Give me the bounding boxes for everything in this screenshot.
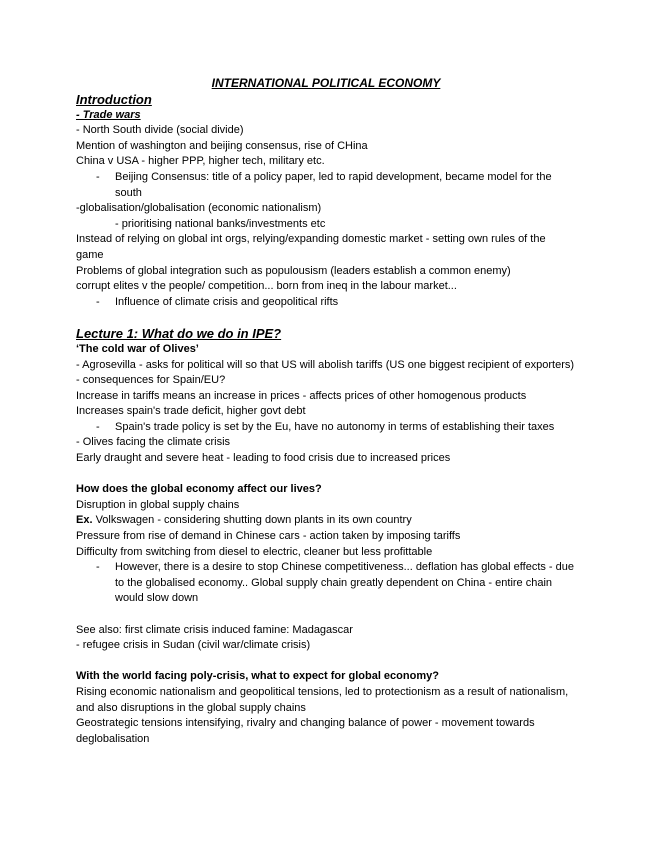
example-text: Volkswagen - considering shutting down plants in its own country xyxy=(92,514,412,527)
text-line: Increase in tariffs means an increase in prices - affects prices of other homogenous products xyxy=(76,389,527,402)
text-line: See also: first climate crisis induced famine: Madagascar xyxy=(76,623,353,636)
bullet-item xyxy=(76,295,576,311)
spacer xyxy=(76,467,576,483)
bullet-dash: - xyxy=(96,295,100,308)
text-line: - North South divide (social divide) xyxy=(76,124,244,137)
text-line: -globalisation/globalisation (economic nationalism) xyxy=(76,202,322,215)
text-line: Difficulty from switching from diesel to electric, cleaner but less profittable xyxy=(76,545,433,558)
sub-bullet-text: - prioritising national banks/investments etc xyxy=(115,217,326,230)
text-line: Early draught and severe heat - leading to food crisis due to increased prices xyxy=(76,452,451,465)
text-line: - refugee crisis in Sudan (civil war/climate crisis) xyxy=(76,639,311,652)
intro-heading: Introduction xyxy=(76,91,152,107)
document-title: INTERNATIONAL POLITICAL ECONOMY xyxy=(211,76,441,90)
olives-heading: ‘The cold war of Olives’ xyxy=(76,342,199,355)
spacer xyxy=(76,654,576,670)
text-line: - Olives facing the climate crisis xyxy=(76,436,231,449)
text-line: Mention of washington and beijing consensus, rise of CHina xyxy=(76,139,368,152)
trade-wars-subheading: - Trade wars xyxy=(76,108,141,121)
global-economy-heading: How does the global economy affect our lives? xyxy=(76,483,322,496)
bullet-text: Beijing Consensus: title of a policy paper, led to rapid development, became model for the south xyxy=(115,170,552,199)
text-line: China v USA - higher PPP, higher tech, military etc. xyxy=(76,155,325,168)
bullet-item xyxy=(76,560,576,607)
polycrisis-heading: With the world facing poly-crisis, what to expect for global economy? xyxy=(76,670,439,683)
text-line: - Agrosevilla - asks for political will so that US will abolish tariffs (US one biggest recipient of exporters) - consequences for Spain/EU? xyxy=(76,358,575,387)
bullet-item xyxy=(76,170,576,201)
example-line xyxy=(76,513,576,529)
text-line: Pressure from rise of demand in Chinese cars - action taken by imposing tariffs xyxy=(76,530,461,543)
bullet-item xyxy=(76,420,576,436)
text-line: Disruption in global supply chains xyxy=(76,498,240,511)
text-line: corrupt elites v the people/ competition... born from ineq in the labour market... xyxy=(76,280,457,293)
text-line: Geostrategic tensions intensifying, rivalry and changing balance of power - movement towards deglobalisation xyxy=(76,717,535,745)
text-line: Instead of relying on global int orgs, relying/expanding domestic market - setting own rules of the game xyxy=(76,233,546,261)
text-line: Rising economic nationalism and geopolitical tensions, led to protectionism as a result of nationalism, and also disruptions in the global supply chains xyxy=(76,685,569,714)
bullet-dash: - xyxy=(96,170,100,183)
text-line: Problems of global integration such as populousism (leaders establish a common enemy) xyxy=(76,264,511,277)
bullet-text: Spain's trade policy is set by the Eu, have no autonomy in terms of establishing their taxes xyxy=(115,420,555,433)
bullet-dash: - xyxy=(96,561,100,574)
spacer xyxy=(76,310,576,326)
bullet-text: However, there is a desire to stop Chinese competitiveness... deflation has global effects - due to the globalised economy.. Global supply chain greatly dependent on China - entire chain would slow down xyxy=(115,561,574,605)
bullet-dash: - xyxy=(96,420,100,433)
text-line: Increases spain's trade deficit, higher govt debt xyxy=(76,405,306,418)
spacer xyxy=(76,607,576,623)
document-page xyxy=(76,76,576,747)
example-label: Ex. xyxy=(76,514,93,527)
bullet-text: Influence of climate crisis and geopolitical rifts xyxy=(115,295,339,308)
lecture1-heading: Lecture 1: What do we do in IPE? xyxy=(76,325,282,341)
